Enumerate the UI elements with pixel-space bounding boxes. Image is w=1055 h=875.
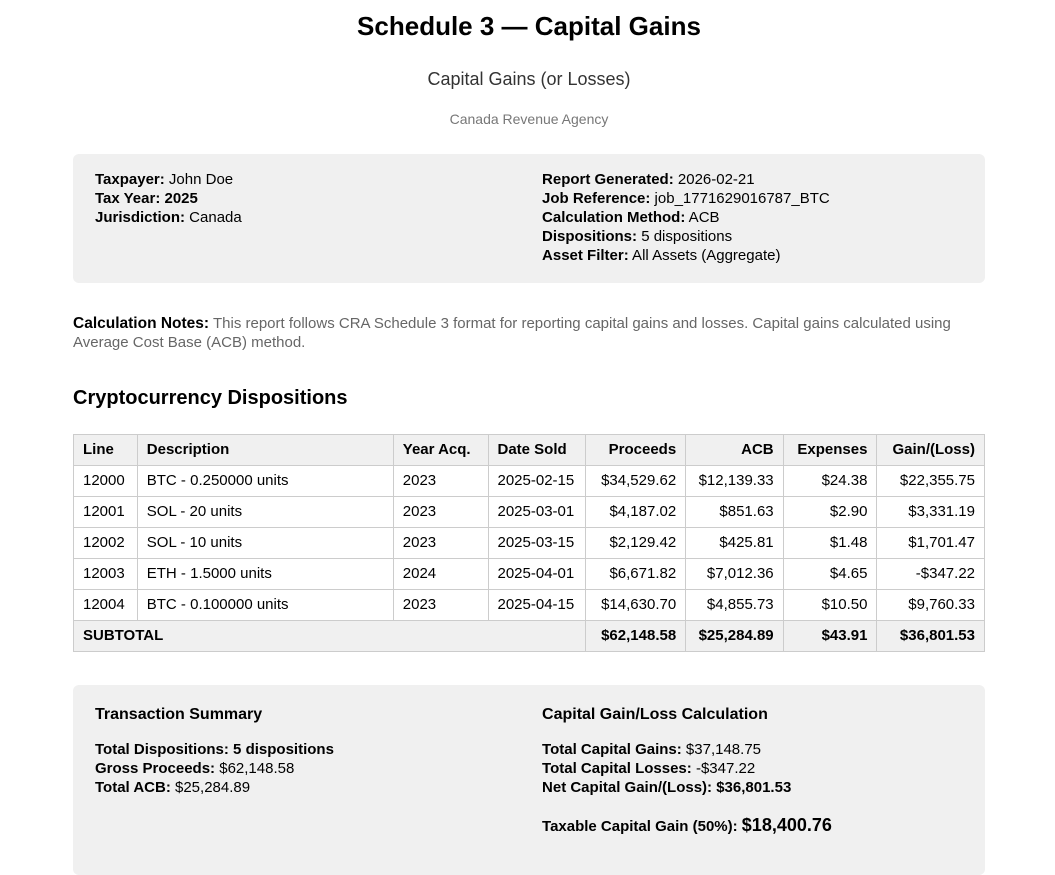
line-value: $62,148.58 [215,759,295,777]
line-value: job_1771629016787_BTC [650,189,830,207]
cell-proceeds: $14,630.70 [585,589,685,620]
capital-gain-column [542,705,963,849]
cell-acb: $12,139.33 [686,465,783,496]
label-value-line [542,778,963,797]
calculation-notes-text: This report follows CRA Schedule 3 format for reporting capital gains and losses. Capital gains calculated using Average Cost Base (ACB) method. [73,314,951,352]
label-value-line [542,170,963,189]
cell-line: 12001 [74,496,138,527]
cell-description: BTC - 0.100000 units [137,589,393,620]
line-label: Gross Proceeds: [95,759,216,777]
table-row [74,558,985,589]
line-value: 2026-02-21 [673,170,755,188]
table-footer [74,620,985,651]
table-header-row [74,434,985,465]
line-label: Tax Year: [95,189,161,207]
column-header: ACB [686,434,783,465]
cell-acb: $425.81 [686,527,783,558]
page-title: Schedule 3 — Capital Gains [357,11,701,41]
label-value-line [542,759,963,778]
cell-year-acq: 2023 [393,527,488,558]
subtotal-gain-loss: $36,801.53 [877,620,985,651]
line-value: $36,801.53 [712,778,792,796]
line-label: Jurisdiction: [95,208,186,226]
line-value: 5 dispositions [637,227,733,245]
subtotal-proceeds: $62,148.58 [585,620,685,651]
table-header [74,434,985,465]
cell-expenses: $24.38 [783,465,877,496]
cell-acb: $7,012.36 [686,558,783,589]
line-label: Report Generated: [542,170,674,188]
line-label: Dispositions: [542,227,638,245]
page-subtitle: Capital Gains (or Losses) [427,68,631,89]
cell-line: 12002 [74,527,138,558]
cell-description: SOL - 20 units [137,496,393,527]
label-value-line [95,208,542,227]
line-value: $37,148.75 [681,740,762,758]
transaction-summary-heading: Transaction Summary [95,705,263,723]
cell-acb: $4,855.73 [686,589,783,620]
cell-year-acq: 2024 [393,558,488,589]
report-meta-column [542,170,963,265]
line-label: Net Capital Gain/(Loss): [542,778,713,796]
cell-gain-loss: $3,331.19 [877,496,985,527]
line-value: 5 dispositions [228,740,334,758]
cell-proceeds: $4,187.02 [585,496,685,527]
cell-date-sold: 2025-04-15 [488,589,585,620]
cell-date-sold: 2025-03-01 [488,496,585,527]
label-value-line [95,189,542,208]
table-body [74,465,985,620]
line-label: Job Reference: [542,189,651,207]
cell-acb: $851.63 [686,496,783,527]
subtotal-row [74,620,985,651]
cell-proceeds: $6,671.82 [585,558,685,589]
capital-gain-heading: Capital Gain/Loss Calculation [542,705,768,723]
cell-proceeds: $2,129.42 [585,527,685,558]
dispositions-heading: Cryptocurrency Dispositions [73,386,348,409]
report-info-box [73,154,985,283]
cell-date-sold: 2025-03-15 [488,527,585,558]
line-value: All Assets (Aggregate) [628,246,781,264]
label-value-line [542,208,963,227]
line-label: Total ACB: [95,778,171,796]
cell-expenses: $10.50 [783,589,877,620]
label-value-line [95,170,542,189]
cell-gain-loss: $22,355.75 [877,465,985,496]
column-header: Description [137,434,393,465]
column-header: Proceeds [585,434,685,465]
cell-year-acq: 2023 [393,465,488,496]
transaction-summary-column [95,705,542,849]
label-value-line [542,227,963,246]
label-value-line [95,740,542,759]
column-header: Year Acq. [393,434,488,465]
summary-box [73,685,985,875]
cell-description: BTC - 0.250000 units [137,465,393,496]
line-value: 2025 [160,189,198,207]
column-header: Line [74,434,138,465]
calculation-notes-label: Calculation Notes: [73,314,210,332]
table-row [74,527,985,558]
cell-date-sold: 2025-02-15 [488,465,585,496]
column-header: Date Sold [488,434,585,465]
cell-gain-loss: -$347.22 [877,558,985,589]
transaction-summary-lines [95,740,542,797]
capital-gain-lines [542,740,963,797]
column-header: Gain/(Loss) [877,434,985,465]
table-row [74,465,985,496]
line-label: Calculation Method: [542,208,686,226]
line-value: Canada [185,208,242,226]
label-value-line [95,759,542,778]
line-label: Asset Filter: [542,246,629,264]
dispositions-table [73,434,985,652]
cell-date-sold: 2025-04-01 [488,558,585,589]
line-value: John Doe [164,170,234,188]
subtotal-label: SUBTOTAL [74,620,586,651]
cell-line: 12003 [74,558,138,589]
cell-gain-loss: $1,701.47 [877,527,985,558]
line-label: Total Capital Gains: [542,740,682,758]
agency-name: Canada Revenue Agency [449,110,609,127]
taxable-capital-gain-line [542,816,963,836]
cell-description: SOL - 10 units [137,527,393,558]
line-value: ACB [685,208,720,226]
cell-proceeds: $34,529.62 [585,465,685,496]
label-value-line [95,778,542,797]
cell-expenses: $4.65 [783,558,877,589]
line-label: Taxpayer: [95,170,165,188]
subtotal-acb: $25,284.89 [686,620,783,651]
cell-year-acq: 2023 [393,496,488,527]
label-value-line [542,189,963,208]
taxable-capital-gain-value: $18,400.76 [741,814,832,835]
table-row [74,496,985,527]
cell-line: 12004 [74,589,138,620]
cell-description: ETH - 1.5000 units [137,558,393,589]
cell-year-acq: 2023 [393,589,488,620]
line-value: -$347.22 [691,759,756,777]
table-row [74,589,985,620]
cell-gain-loss: $9,760.33 [877,589,985,620]
subtotal-expenses: $43.91 [783,620,877,651]
cell-expenses: $2.90 [783,496,877,527]
cell-line: 12000 [74,465,138,496]
report-page [73,12,985,875]
label-value-line [542,740,963,759]
taxable-capital-gain-label: Taxable Capital Gain (50%): [542,817,738,835]
calculation-notes [73,314,985,353]
taxpayer-info-column [95,170,542,265]
line-label: Total Dispositions: [95,740,229,758]
line-value: $25,284.89 [170,778,251,796]
column-header: Expenses [783,434,877,465]
line-label: Total Capital Losses: [542,759,692,777]
cell-expenses: $1.48 [783,527,877,558]
label-value-line [542,246,963,265]
